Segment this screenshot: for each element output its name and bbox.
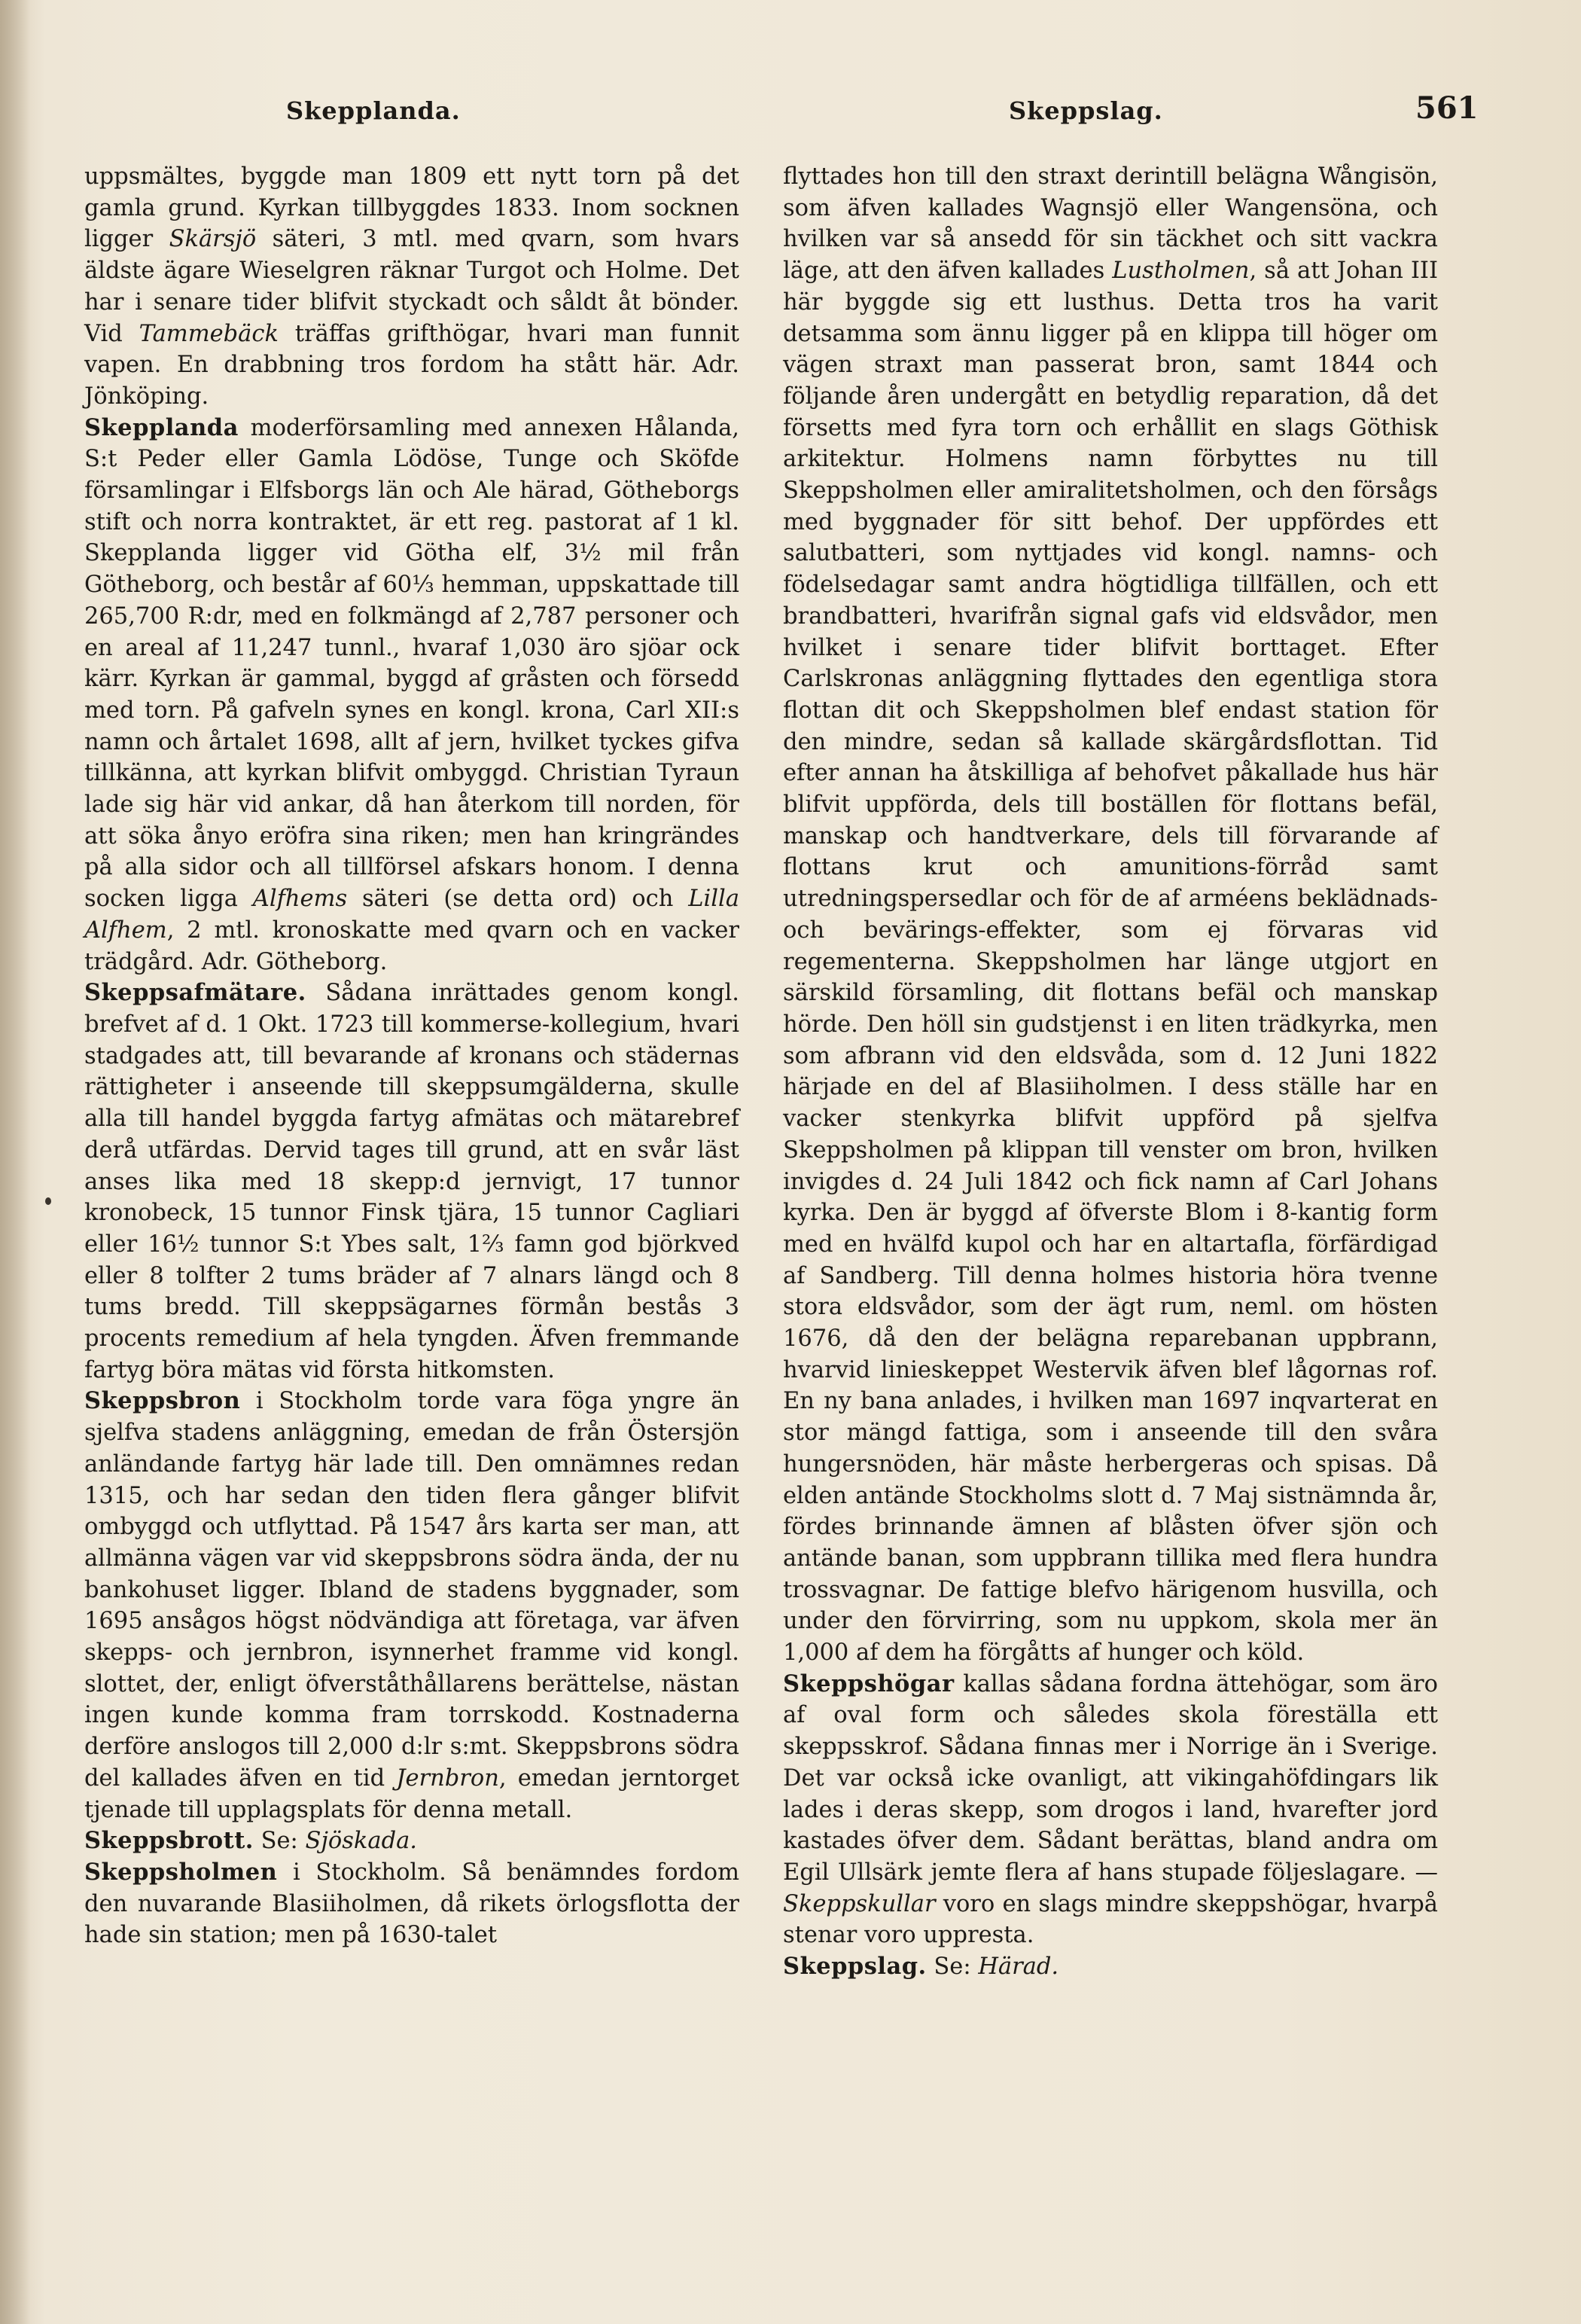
- body-text: Se:: [253, 1828, 306, 1855]
- headword: Skeppslag.: [783, 1953, 927, 1981]
- italic-text: Lilla Alfhem: [84, 886, 739, 944]
- italic-text: Alfhems: [252, 886, 348, 913]
- body-text: voro en slags mindre skeppshögar, hvarpå stenar voro uppresta.: [783, 1890, 1438, 1949]
- page-header: [0, 90, 1581, 149]
- body-text: , så att Johan III här byggde sig ett lusthus. Detta tros ha varit detsamma som ännu ligger på en klippa till höger om vägen straxt man passerat bron, samt 1844 och följande åren undergått en betydlig reparation, då det försetts med fyra torn och erhållit en slags Göthisk arkitektur. Holmens namn förbyttes nu till Skeppsholmen eller amiralitetsholmen, och den försågs med byggnader för sitt behof. Der uppfördes ett salutbatteri, som nyttjades vid kongl. namns- och födelsedagar samt andra högtidliga tillfällen, och ett brandbatteri, hvarifrån signal gafs vid eldsvådor, men hvilket i senare tider blifvit borttaget. Efter Carlskronas anläggning flyttades den egentliga stora flottan dit och Skeppsholmen blef endast station för den mindre, sedan så kallade skärgårdsflottan. Tid efter annan ha åtskilliga af behofvet påkallade hus här blifvit uppförda, dels till boställen för flottans befäl, manskap och handtverkare, dels till förvarande af flottans krut och amunitions-förråd samt utredningspersedlar och för de af arméens beklädnads- och bevärings-effekter, som ej förvaras vid regementerna. Skeppsholmen har länge utgjort en särskild församling, dit flottans befäl och manskap hörde. Den höll sin gudstjenst i en liten trädkyrka, men som afbrann vid den eldsvåda, som d. 12 Juni 1822 härjade en del af Blasiiholmen. I dess ställe har en vacker stenkyrka blifvit uppförd på sjelfva Skeppsholmen på klippan till venster om bron, hvilken invigdes d. 24 Juli 1842 och fick namn af Carl Johans kyrka. Den är byggd af öfverste Blom i 8-kantig form med en hvälfd kupol och har en altartafla, förfärdigad af Sandberg. Till denna holmes historia höra tvenne stora eldsvådor, som der ägt rum, neml. om hösten 1676, då den der belägna reparebanan uppbrann, hvarvid linieskeppet Westervik äfven blef lågornas rof. En ny bana anlades, i hvilken man 1697 inqvarterat en stor mängd fattiga, som i anseende till den svåra hungersnöden, här måste herbergeras och spisas. Då elden antände Stockholms slott d. 7 Maj sistnämnda år, fördes brinnande ämnen af blåsten öfver sjön och antände banan, som uppbrann tillika med flera hundra trossvagnar. De fattige blefvo härigenom husvilla, och under den förvirring, som nu uppkom, skola mer än 1,000 af dem ha förgåtts af hunger och köld.: [783, 258, 1439, 1667]
- italic-text: Tammebäck: [139, 320, 279, 347]
- headword: Skeppshögar: [783, 1670, 955, 1697]
- body-text: säteri, 3 mtl. med qvarn, som hvars äldste ägare Wieselgren räknar Turgot och Holme. Det har i senare tider blifvit styckadt och såldt åt bönder. Vid: [84, 226, 739, 347]
- entry-paragraph: [84, 161, 739, 413]
- ink-speck: [45, 1197, 51, 1205]
- body-text: Se:: [926, 1953, 979, 1981]
- headword: Skepplanda: [84, 413, 239, 441]
- entry-paragraph: [84, 413, 739, 978]
- right-column: [783, 161, 1438, 1983]
- body-text: , emedan jerntorget tjenade till upplagsplats för denna metall.: [84, 1764, 740, 1823]
- italic-text: Härad.: [978, 1953, 1059, 1981]
- entry-paragraph: [783, 1669, 1438, 1951]
- italic-text: Skärsjö: [169, 226, 257, 253]
- body-text: flyttades hon till den straxt derintill belägna Wångisön, som äfven kallades Wagnsjö eller Wangensöna, och hvilken var så ansedd för sin täckhet och sitt vackra läge, att den äfven kallades: [783, 163, 1438, 285]
- headword: Skeppsholmen: [84, 1858, 278, 1886]
- headword: Skeppsafmätare.: [84, 979, 306, 1007]
- body-text: Sådana inrättades genom kongl. brefvet af d. 1 Okt. 1723 till kommerse-kollegium, hvari stadgades att, till bevarande af kronans och städernas rättigheter i anseende till skeppsumgälderna, skulle alla till handel byggda fartyg afmätas och mätarebref derå utfärdas. Dervid tages till grund, att en svår läst anses lika med 18 skepp:d jernvigt, 17 tunnor kronobeck, 15 tunnor Finsk tjära, 15 tunnor Cagliari eller 16½ tunnor S:t Ybes salt, 1⅔ famn god björkved eller 8 tolfter 2 tums bräder af 7 alnars längd och 8 tums bredd. Till skeppsägarnes förmån bestås 3 procents remedium af hela tyngden. Äfven fremmande fartyg böra mätas vid första hitkomsten.: [84, 980, 739, 1383]
- running-head-left: Skepplanda.: [286, 96, 461, 125]
- italic-text: Skeppskullar: [783, 1890, 936, 1917]
- italic-text: Lustholmen: [1112, 258, 1250, 285]
- body-text: i Stockholm torde vara föga yngre än sjelfva stadens anläggning, emedan de från Östersjön anländande fartyg här lade till. Den omnämnes redan 1315, och har sedan den tiden flera gånger blifvit ombyggd och utflyttad. På 1547 års karta ser man, att allmänna vägen var vid skeppsbrons södra ända, der nu bankohuset ligger. Ibland de stadens byggnader, som 1695 ansågos högst nödvändiga att företaga, var äfven skepps- och jernbron, isynnerhet framme vid kongl. slottet, der, enligt öfverståthållarens berättelse, nästan ingen kunde komma fram torrskodd. Kostnaderna derföre anslogos till 2,000 d:lr s:mt. Skeppsbrons södra del kallades äfven en tid: [84, 1388, 739, 1792]
- headword: Skeppsbrott.: [84, 1827, 254, 1855]
- entry-paragraph: [84, 977, 739, 1386]
- body-text: , 2 mtl. kronoskatte med qvarn och en vacker trädgård. Adr. Götheborg.: [84, 916, 739, 975]
- entry-paragraph: [783, 161, 1438, 1669]
- entry-paragraph: [84, 1825, 739, 1857]
- body-text: kallas sådana fordna ättehögar, som äro af oval form och således skola föreställa ett skeppsskrof. Sådana finnas mer i Norrige än i Sverige. Det var också icke ovanligt, att vikingahöfdingars lik lades i deras skepp, som drogos i land, hvarefter jord kastades öfver dem. Sådant berättas, bland andra om Egil Ullsärk jemte flera af hans stupade följeslagare. —: [783, 1670, 1438, 1886]
- headword: Skeppsbron: [84, 1387, 241, 1415]
- entry-paragraph: [783, 1951, 1438, 1983]
- body-text: träffas grifthögar, hvari man funnit vapen. En drabbning tros fordom ha stått här. Adr. Jönköping.: [84, 320, 740, 410]
- body-text: säteri (se detta ord) och: [347, 886, 689, 913]
- page-number: 561: [1415, 90, 1479, 126]
- body-text: uppsmältes, byggde man 1809 ett nytt torn på det gamla grund. Kyrkan tillbyggdes 1833. Inom socknen ligger: [84, 163, 739, 253]
- body-text: i Stockholm. Så benämndes fordom den nuvarande Blasiiholmen, då rikets örlogsflotta der hade sin station; men på 1630-talet: [84, 1859, 739, 1949]
- italic-text: Jernbron: [396, 1764, 499, 1792]
- binding-shadow: [0, 0, 30, 2324]
- left-column: [84, 161, 739, 1951]
- running-head-right: Skeppslag.: [1009, 96, 1163, 125]
- italic-text: Sjöskada.: [305, 1828, 417, 1855]
- body-text: moderförsamling med annexen Hålanda, S:t Peder eller Gamla Lödöse, Tunge och Sköfde församlingar i Elfsborgs län och Ale härad, Götheborgs stift och norra kontraktet, är ett reg. pastorat af 1 kl. Skepplanda ligger vid Götha elf, 3½ mil från Götheborg, och består af 60⅓ hemman, uppskattade till 265,700 R:dr, med en folkmängd af 2,787 personer och en areal af 11,247 tunnl., hvaraf 1,030 äro sjöar ock kärr. Kyrkan är gammal, byggd af gråsten och försedd med torn. På gafveln synes en kongl. krona, Carl XII:s namn och årtalet 1698, allt af jern, hvilket tyckes gifva tillkänna, att kyrkan blifvit ombyggd. Christian Tyraun lade sig här vid ankar, då han återkom till norden, för att söka ånyo eröfra sina riken; men han kringrändes på alla sidor och all tillförsel afskars honom. I denna socken ligga: [84, 414, 739, 913]
- entry-paragraph: [84, 1386, 739, 1825]
- entry-paragraph: [84, 1857, 739, 1951]
